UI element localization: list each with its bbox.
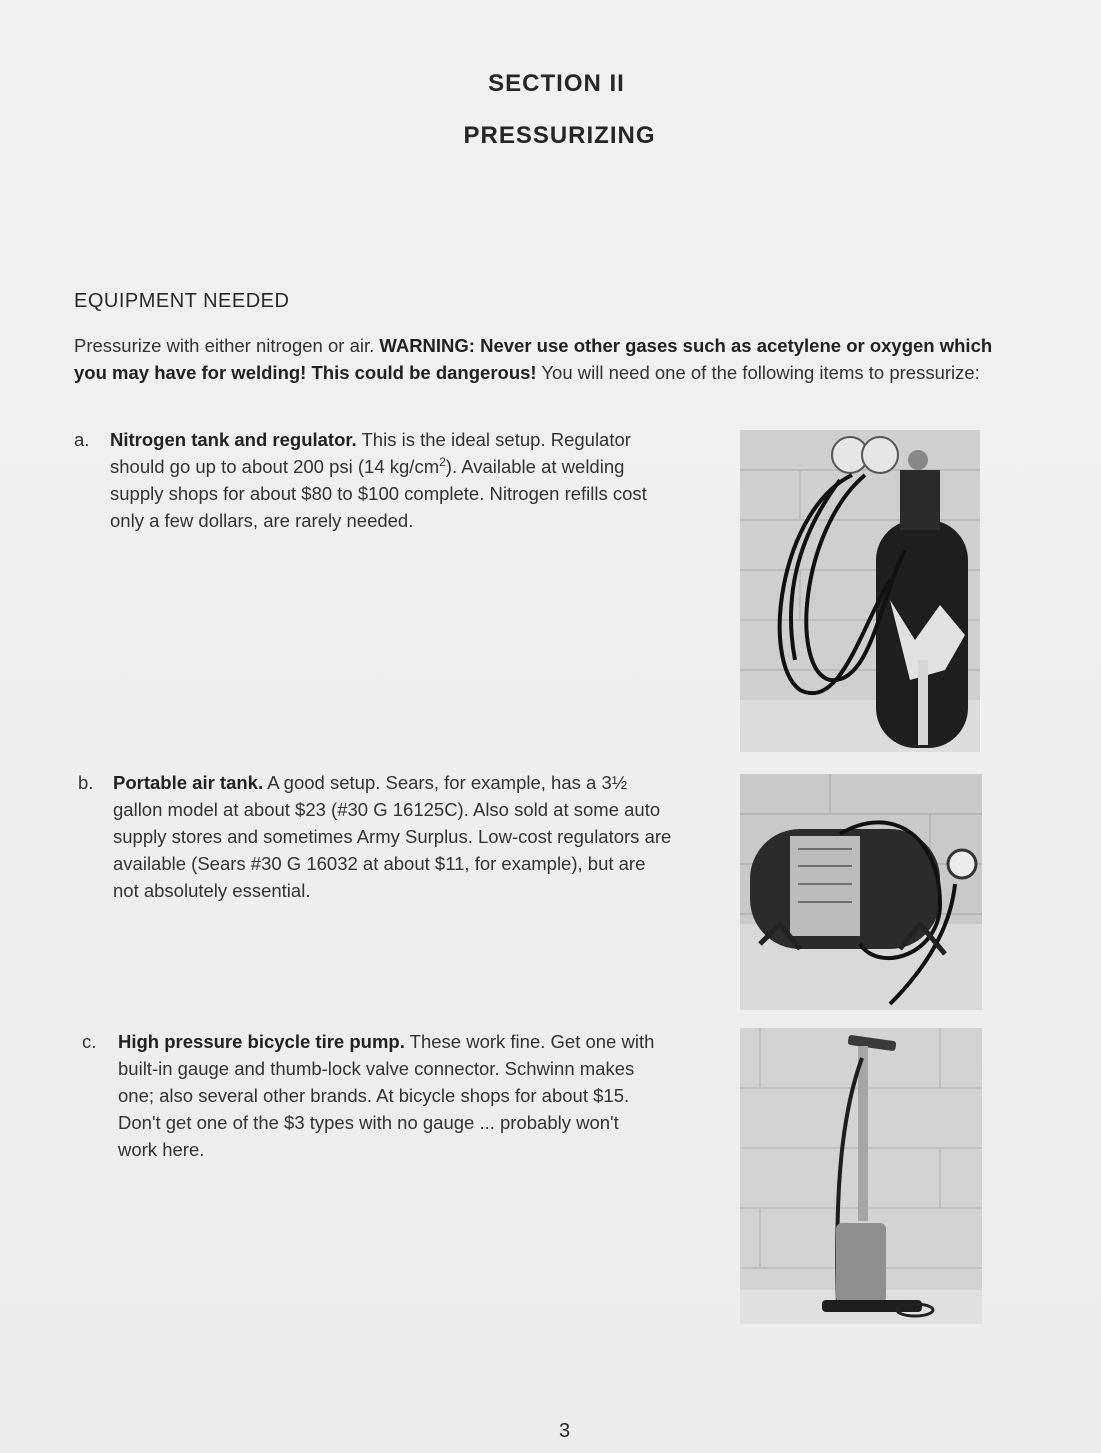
intro-text: Pressurize with either nitrogen or air. xyxy=(74,335,380,356)
air-tank-photo xyxy=(740,774,982,1010)
page-number: 3 xyxy=(558,1420,571,1442)
superscript: 2 xyxy=(439,454,446,469)
item-title: Portable air tank. xyxy=(113,772,264,793)
item-marker: c. xyxy=(82,1031,97,1052)
item-description xyxy=(118,1028,658,1163)
item-text: This is the ideal setup. Regulator should go up to about 200 psi (14 kg/cm xyxy=(110,429,631,477)
item-text-end: ). Available at welding supply shops for about $80 to $100 complete. Nitrogen refills cost only a few dollars, are rarely needed. xyxy=(110,456,647,531)
item-marker: a. xyxy=(74,429,90,450)
section-title: PRESSURIZING xyxy=(463,122,656,149)
equipment-intro xyxy=(74,333,994,386)
warning-text: Never use other gases such as acetylene or oxygen which you may have for welding! This could be dangerous! xyxy=(74,335,993,383)
nitrogen-tank-photo xyxy=(740,430,980,752)
item-description xyxy=(110,426,670,534)
item-title: High pressure bicycle tire pump. xyxy=(118,1031,405,1052)
warning-label: WARNING: xyxy=(379,335,475,356)
item-description xyxy=(113,769,673,904)
item-text: These work fine. Get one with built-in gauge and thumb-lock valve connector. Schwinn makes one; also several other brands. At bicycle shops for about $15. Don't get one of the $3 types with no gauge ... probably won't work here. xyxy=(118,1031,655,1160)
item-text: A good setup. Sears, for example, has a 3½ gallon model at about $23 (#30 G 16125C). Also sold at some auto supply stores and sometimes Army Surplus. Low-cost regulators are available (Sears #30 G 16032 at about $11, for example), but are not absolutely essential. xyxy=(113,772,672,901)
bicycle-pump-photo xyxy=(740,1028,982,1324)
item-title: Nitrogen tank and regulator. xyxy=(110,429,357,450)
item-marker: b. xyxy=(78,772,94,793)
equipment-heading: EQUIPMENT NEEDED xyxy=(74,290,290,312)
section-number: SECTION II xyxy=(488,70,625,97)
intro-text-end: You will need one of the following items to pressurize: xyxy=(541,361,980,383)
